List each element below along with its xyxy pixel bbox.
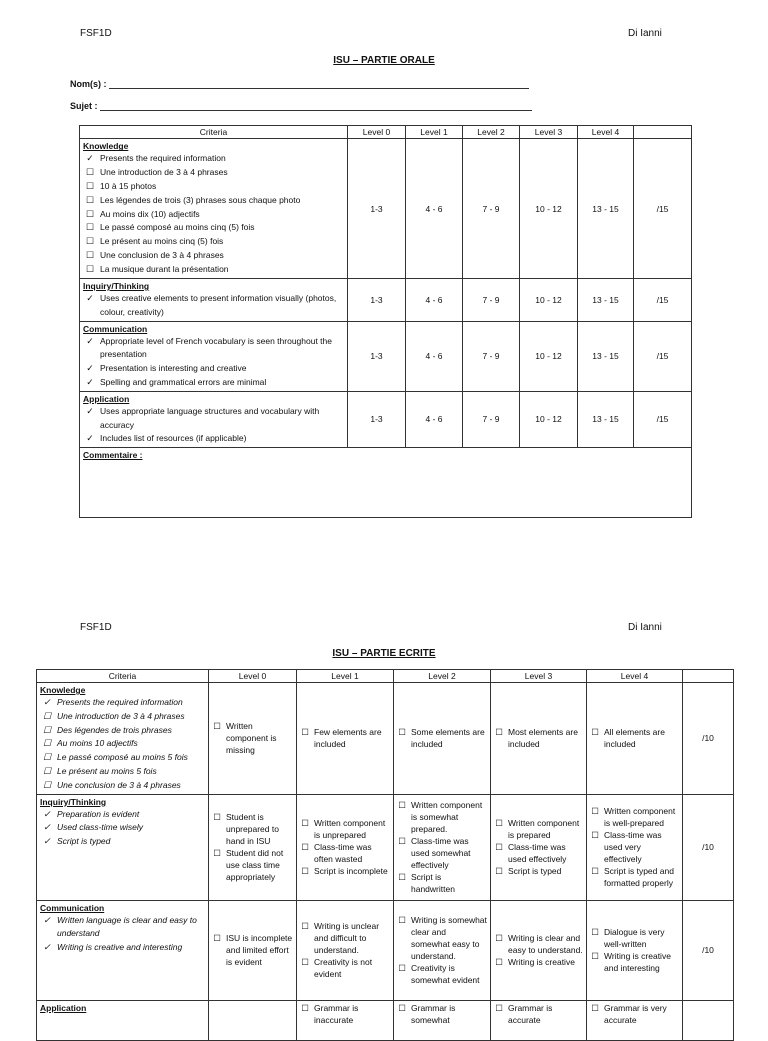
checkbox-icon[interactable]: ☐ bbox=[301, 921, 309, 932]
criteria-item bbox=[83, 405, 344, 433]
descriptor-text: All elements are included bbox=[604, 727, 665, 750]
descriptor-text: Writing is creative and interesting bbox=[604, 951, 671, 974]
level-descriptor bbox=[212, 847, 293, 883]
criteria-text: Preparation is evident bbox=[57, 808, 140, 819]
score-cell: /10 bbox=[683, 683, 734, 795]
checkmark-icon: ✓ bbox=[43, 822, 51, 833]
written-rubric-table bbox=[36, 669, 734, 1041]
criteria-text: Appropriate level of French vocabulary is seen throughout the presentation bbox=[100, 335, 332, 360]
level-descriptor bbox=[397, 1002, 487, 1026]
level-descriptor bbox=[397, 799, 487, 835]
level-1-cell[interactable]: 4 - 6 bbox=[406, 391, 463, 447]
level-1-cell[interactable]: 4 - 6 bbox=[406, 139, 463, 279]
checkbox-icon[interactable]: ☐ bbox=[591, 927, 599, 938]
section-title: Knowledge bbox=[83, 141, 129, 152]
criteria-item bbox=[83, 208, 344, 222]
level-2-cell[interactable]: 7 - 9 bbox=[463, 391, 520, 447]
descriptor-text: Creativity is somewhat evident bbox=[411, 963, 480, 986]
level-0-cell[interactable] bbox=[209, 1000, 297, 1040]
descriptor-text: Class-time was used somewhat effectively bbox=[411, 836, 471, 871]
level-4-cell[interactable] bbox=[587, 1000, 683, 1040]
checkbox-icon[interactable]: ☐ bbox=[42, 765, 52, 776]
level-descriptor bbox=[300, 920, 390, 956]
checkbox-icon[interactable]: ☐ bbox=[85, 181, 95, 191]
descriptor-text: Written component is unprepared bbox=[314, 818, 386, 841]
checkbox-icon[interactable]: ☐ bbox=[301, 866, 309, 877]
checkbox-icon[interactable]: ☐ bbox=[42, 738, 52, 749]
level-descriptor bbox=[397, 835, 487, 871]
descriptor-text: Class-time was used effectively bbox=[508, 842, 567, 865]
checkmark-icon: ✓ bbox=[86, 405, 94, 416]
header-level-4: Level 4 bbox=[578, 126, 634, 139]
criteria-text: Une conclusion de 3 à 4 phrases bbox=[57, 779, 181, 790]
section-title: Inquiry/Thinking bbox=[83, 281, 150, 291]
level-descriptor bbox=[494, 932, 583, 956]
descriptor-text: Class-time was used very effectively bbox=[604, 830, 662, 865]
descriptor-text: Written component is well-prepared bbox=[604, 806, 676, 829]
criteria-item bbox=[83, 263, 344, 277]
checkbox-icon[interactable]: ☐ bbox=[213, 848, 221, 859]
criteria-item bbox=[83, 335, 344, 363]
oral-rubric-table bbox=[79, 125, 692, 518]
descriptor-text: ISU is incomplete and limited effort is evident bbox=[226, 933, 293, 968]
criteria-item bbox=[83, 221, 344, 235]
criteria-item bbox=[40, 808, 205, 822]
criteria-item bbox=[40, 835, 205, 849]
level-2-cell[interactable] bbox=[394, 1000, 491, 1040]
level-4-cell[interactable]: 13 - 15 bbox=[578, 279, 634, 322]
checkbox-icon[interactable]: ☐ bbox=[213, 812, 221, 823]
page-title-2: ISU – PARTIE ECRITE bbox=[332, 648, 436, 659]
section-title: Knowledge bbox=[40, 685, 86, 695]
level-0-cell[interactable]: 1-3 bbox=[348, 391, 406, 447]
score-cell: /15 bbox=[634, 139, 692, 279]
criteria-text: Une introduction de 3 à 4 phrases bbox=[100, 167, 228, 178]
criteria-item bbox=[83, 249, 344, 263]
checkbox-icon[interactable]: ☐ bbox=[42, 752, 52, 763]
header-level-1: Level 1 bbox=[297, 670, 394, 683]
criteria-item bbox=[40, 751, 205, 765]
criteria-text: Au moins dix (10) adjectifs bbox=[100, 208, 200, 219]
checkmark-icon: ✓ bbox=[86, 335, 94, 346]
score-cell: /15 bbox=[634, 279, 692, 322]
checkbox-icon[interactable]: ☐ bbox=[398, 963, 406, 974]
level-4-cell[interactable]: 13 - 15 bbox=[578, 321, 634, 391]
checkbox-icon[interactable]: ☐ bbox=[495, 866, 503, 877]
level-4-cell[interactable] bbox=[587, 683, 683, 795]
level-2-cell[interactable] bbox=[394, 794, 491, 900]
level-descriptor bbox=[494, 956, 583, 968]
level-3-cell[interactable]: 10 - 12 bbox=[520, 139, 578, 279]
level-descriptor bbox=[590, 1002, 679, 1026]
header-score bbox=[683, 670, 734, 683]
criteria-text: Presents the required information bbox=[100, 153, 226, 164]
level-descriptor bbox=[494, 1002, 583, 1026]
header-level-4: Level 4 bbox=[587, 670, 683, 683]
checkbox-icon[interactable]: ☐ bbox=[398, 1002, 406, 1013]
descriptor-text: Script is typed bbox=[508, 866, 562, 877]
level-descriptor bbox=[300, 841, 390, 865]
criteria-text: Uses creative elements to present information visually (photos, colour, creativity) bbox=[100, 293, 337, 317]
criteria-item bbox=[83, 432, 344, 446]
level-3-cell[interactable] bbox=[491, 683, 587, 795]
level-3-cell[interactable] bbox=[491, 794, 587, 900]
checkbox-icon[interactable]: ☐ bbox=[495, 957, 503, 968]
descriptor-text: Most elements are included bbox=[508, 727, 578, 750]
descriptor-text: Writing is somewhat clear and somewhat easy to understand. bbox=[411, 915, 487, 962]
header-score bbox=[634, 126, 692, 139]
nom-label: Nom(s) : bbox=[70, 79, 107, 89]
criteria-item bbox=[40, 710, 205, 724]
section-title: Inquiry/Thinking bbox=[40, 796, 107, 807]
level-descriptor bbox=[590, 805, 679, 829]
descriptor-text: Grammar is somewhat bbox=[411, 1002, 456, 1025]
level-3-cell[interactable]: 10 - 12 bbox=[520, 391, 578, 447]
checkbox-icon[interactable]: ☐ bbox=[591, 951, 599, 962]
checkmark-icon: ✓ bbox=[86, 363, 94, 374]
checkbox-icon[interactable]: ☐ bbox=[42, 710, 52, 721]
checkbox-icon[interactable]: ☐ bbox=[495, 933, 503, 944]
descriptor-text: Script is incomplete bbox=[314, 866, 388, 877]
criteria-cell bbox=[80, 139, 348, 279]
checkbox-icon[interactable]: ☐ bbox=[398, 915, 406, 926]
score-cell: /15 bbox=[634, 391, 692, 447]
level-descriptor bbox=[300, 1002, 390, 1026]
criteria-text: Includes list of resources (if applicable) bbox=[100, 433, 247, 444]
checkbox-icon[interactable]: ☐ bbox=[85, 167, 95, 178]
descriptor-text: Grammar is very accurate bbox=[604, 1002, 667, 1025]
level-descriptor bbox=[494, 841, 583, 865]
criteria-text: Une introduction de 3 à 4 phrases bbox=[57, 710, 185, 721]
teacher-name-2: Di Ianni bbox=[628, 622, 662, 633]
header-criteria: Criteria bbox=[80, 126, 348, 139]
level-descriptor bbox=[212, 720, 293, 756]
level-descriptor bbox=[397, 962, 487, 986]
criteria-text: Le présent au moins cinq (5) fois bbox=[100, 236, 224, 247]
criteria-item bbox=[83, 376, 344, 390]
checkbox-icon[interactable]: ☐ bbox=[213, 721, 221, 732]
header-level-0: Level 0 bbox=[209, 670, 297, 683]
descriptor-text: Written component is prepared bbox=[508, 818, 580, 841]
criteria-text: Le passé composé au moins 5 fois bbox=[57, 752, 188, 763]
level-1-cell[interactable] bbox=[297, 683, 394, 795]
header-row bbox=[37, 670, 734, 683]
checkbox-icon[interactable]: ☐ bbox=[301, 727, 309, 738]
criteria-text: Spelling and grammatical errors are minimal bbox=[100, 376, 267, 387]
checkbox-icon[interactable]: ☐ bbox=[301, 818, 309, 829]
descriptor-text: Student did not use class time appropriately bbox=[226, 848, 284, 883]
level-descriptor bbox=[590, 829, 679, 865]
level-descriptor bbox=[397, 914, 487, 962]
level-3-cell[interactable]: 10 - 12 bbox=[520, 321, 578, 391]
criteria-item bbox=[40, 737, 205, 751]
checkbox-icon[interactable]: ☐ bbox=[85, 249, 95, 260]
level-descriptor bbox=[590, 950, 679, 974]
criteria-cell bbox=[37, 1000, 209, 1040]
checkbox-icon[interactable]: ☐ bbox=[495, 727, 503, 738]
checkbox-icon[interactable]: ☐ bbox=[495, 818, 503, 829]
level-4-cell[interactable] bbox=[587, 900, 683, 1000]
checkbox-icon[interactable]: ☐ bbox=[85, 222, 95, 233]
criteria-item bbox=[40, 941, 205, 955]
criteria-cell bbox=[37, 683, 209, 795]
level-2-cell[interactable]: 7 - 9 bbox=[463, 279, 520, 322]
checkbox-icon[interactable]: ☐ bbox=[495, 842, 503, 853]
level-0-cell[interactable] bbox=[209, 683, 297, 795]
level-descriptor bbox=[494, 726, 583, 750]
criteria-cell bbox=[37, 900, 209, 1000]
checkbox-icon[interactable]: ☐ bbox=[591, 806, 599, 817]
descriptor-text: Dialogue is very well-written bbox=[604, 927, 665, 950]
level-3-cell[interactable] bbox=[491, 900, 587, 1000]
section-title: Communication bbox=[83, 323, 148, 334]
rubric-row-inquiry bbox=[37, 794, 734, 900]
criteria-cell bbox=[80, 391, 348, 447]
header-level-1: Level 1 bbox=[406, 126, 463, 139]
header-level-2: Level 2 bbox=[394, 670, 491, 683]
criteria-item bbox=[40, 821, 205, 835]
checkmark-icon: ✓ bbox=[86, 376, 94, 387]
checkbox-icon[interactable]: ☐ bbox=[495, 1002, 503, 1013]
checkbox-icon[interactable]: ☐ bbox=[301, 1002, 309, 1013]
checkbox-icon[interactable]: ☐ bbox=[301, 957, 309, 968]
descriptor-text: Writing is clear and easy to understand. bbox=[508, 933, 583, 956]
checkbox-icon[interactable]: ☐ bbox=[42, 779, 52, 790]
criteria-text: Writing is creative and interesting bbox=[57, 942, 183, 953]
criteria-item bbox=[40, 724, 205, 738]
criteria-text: Used class-time wisely bbox=[57, 822, 143, 833]
level-1-cell[interactable] bbox=[297, 794, 394, 900]
checkbox-icon[interactable]: ☐ bbox=[398, 836, 406, 847]
section-title: Application bbox=[40, 1002, 87, 1013]
criteria-text: Le présent au moins 5 fois bbox=[57, 765, 157, 776]
level-0-cell[interactable]: 1-3 bbox=[348, 279, 406, 322]
commentaire-row bbox=[80, 448, 692, 518]
criteria-text: Des légendes de trois phrases bbox=[57, 724, 172, 735]
criteria-text: Les légendes de trois (3) phrases sous chaque photo bbox=[100, 194, 301, 205]
commentaire-cell[interactable] bbox=[80, 448, 692, 518]
descriptor-text: Writing is unclear and difficult to understand. bbox=[314, 921, 380, 956]
level-2-cell[interactable] bbox=[394, 900, 491, 1000]
criteria-text: Une conclusion de 3 à 4 phrases bbox=[100, 249, 224, 260]
criteria-text: Au moins 10 adjectifs bbox=[57, 738, 138, 749]
criteria-text: Le passé composé au moins cinq (5) fois bbox=[100, 222, 255, 233]
header-level-3: Level 3 bbox=[520, 126, 578, 139]
checkmark-icon: ✓ bbox=[86, 293, 94, 303]
rubric-row-communication bbox=[80, 321, 692, 391]
header-level-2: Level 2 bbox=[463, 126, 520, 139]
criteria-text: 10 à 15 photos bbox=[100, 181, 157, 191]
criteria-item bbox=[83, 180, 344, 194]
header-row bbox=[80, 126, 692, 139]
course-code: FSF1D bbox=[80, 28, 112, 39]
level-3-cell[interactable]: 10 - 12 bbox=[520, 279, 578, 322]
checkmark-icon: ✓ bbox=[43, 836, 51, 847]
level-descriptor bbox=[590, 726, 679, 750]
level-descriptor bbox=[212, 811, 293, 847]
rubric-row-communication bbox=[37, 900, 734, 1000]
level-2-cell[interactable]: 7 - 9 bbox=[463, 321, 520, 391]
level-descriptor bbox=[300, 726, 390, 750]
level-0-cell[interactable]: 1-3 bbox=[348, 321, 406, 391]
criteria-text: La musique durant la présentation bbox=[100, 263, 229, 274]
criteria-item bbox=[40, 696, 205, 710]
checkbox-icon[interactable]: ☐ bbox=[85, 208, 95, 219]
descriptor-text: Written component is somewhat prepared. bbox=[411, 800, 483, 835]
descriptor-text: Written component is missing bbox=[226, 721, 277, 756]
descriptor-text: Script is handwritten bbox=[411, 872, 455, 895]
section-title: Application bbox=[83, 393, 130, 404]
checkmark-icon: ✓ bbox=[43, 942, 51, 953]
descriptor-text: Script is typed and formatted properly bbox=[604, 866, 674, 889]
criteria-item bbox=[40, 914, 205, 942]
descriptor-text: Few elements are included bbox=[314, 727, 382, 750]
level-3-cell[interactable] bbox=[491, 1000, 587, 1040]
checkbox-icon[interactable]: ☐ bbox=[591, 1002, 599, 1013]
teacher-name: Di Ianni bbox=[628, 28, 662, 39]
level-4-cell[interactable] bbox=[587, 794, 683, 900]
checkbox-icon[interactable]: ☐ bbox=[591, 830, 599, 841]
criteria-item bbox=[83, 152, 344, 166]
level-2-cell[interactable] bbox=[394, 683, 491, 795]
criteria-cell bbox=[80, 279, 348, 322]
criteria-text: Presents the required information bbox=[57, 697, 183, 707]
header-criteria: Criteria bbox=[37, 670, 209, 683]
section-title: Communication bbox=[40, 902, 105, 913]
descriptor-text: Some elements are included bbox=[411, 727, 485, 750]
criteria-cell bbox=[37, 794, 209, 900]
criteria-item bbox=[83, 292, 344, 320]
level-4-cell[interactable]: 13 - 15 bbox=[578, 391, 634, 447]
score-cell: /10 bbox=[683, 900, 734, 1000]
checkmark-icon: ✓ bbox=[43, 914, 51, 925]
commentaire-label: Commentaire : bbox=[83, 450, 143, 461]
level-0-cell[interactable] bbox=[209, 794, 297, 900]
descriptor-text: Grammar is accurate bbox=[508, 1002, 553, 1025]
criteria-item bbox=[40, 765, 205, 779]
level-4-cell[interactable]: 13 - 15 bbox=[578, 139, 634, 279]
score-cell: /15 bbox=[634, 321, 692, 391]
descriptor-text: Class-time was often wasted bbox=[314, 842, 372, 865]
level-descriptor bbox=[300, 817, 390, 841]
level-descriptor bbox=[397, 871, 487, 895]
sujet-blank[interactable] bbox=[100, 101, 532, 111]
checkbox-icon[interactable]: ☐ bbox=[398, 727, 406, 738]
descriptor-text: Student is unprepared to hand in ISU bbox=[226, 812, 279, 847]
level-1-cell[interactable]: 4 - 6 bbox=[406, 321, 463, 391]
level-2-cell[interactable]: 7 - 9 bbox=[463, 139, 520, 279]
rubric-row-application bbox=[37, 1000, 734, 1040]
descriptor-text: Creativity is not evident bbox=[314, 957, 373, 980]
checkbox-icon[interactable]: ☐ bbox=[591, 727, 599, 738]
checkbox-icon[interactable]: ☐ bbox=[85, 236, 95, 247]
rubric-row-knowledge bbox=[80, 139, 692, 279]
rubric-row-inquiry bbox=[80, 279, 692, 322]
checkbox-icon[interactable]: ☐ bbox=[398, 872, 406, 883]
criteria-text: Written language is clear and easy to understand bbox=[57, 914, 197, 939]
checkbox-icon[interactable]: ☐ bbox=[42, 724, 52, 735]
level-1-cell[interactable] bbox=[297, 1000, 394, 1040]
level-descriptor bbox=[590, 926, 679, 950]
criteria-item bbox=[83, 362, 344, 376]
level-descriptor bbox=[397, 726, 487, 750]
nom-field bbox=[70, 79, 529, 89]
sujet-field bbox=[70, 101, 532, 111]
criteria-text: Script is typed bbox=[57, 836, 111, 847]
score-cell bbox=[683, 1000, 734, 1040]
score-cell: /10 bbox=[683, 794, 734, 900]
checkmark-icon: ✓ bbox=[86, 153, 94, 164]
level-1-cell[interactable]: 4 - 6 bbox=[406, 279, 463, 322]
header-level-3: Level 3 bbox=[491, 670, 587, 683]
checkbox-icon[interactable]: ☐ bbox=[591, 866, 599, 877]
criteria-cell bbox=[80, 321, 348, 391]
criteria-item bbox=[83, 235, 344, 249]
checkmark-icon: ✓ bbox=[43, 697, 51, 707]
rubric-row-knowledge bbox=[37, 683, 734, 795]
level-descriptor bbox=[494, 817, 583, 841]
descriptor-text: Grammar is inaccurate bbox=[314, 1002, 359, 1025]
level-0-cell[interactable] bbox=[209, 900, 297, 1000]
course-code-2: FSF1D bbox=[80, 622, 112, 633]
nom-blank[interactable] bbox=[109, 79, 529, 89]
level-descriptor bbox=[590, 865, 679, 889]
checkbox-icon[interactable]: ☐ bbox=[301, 842, 309, 853]
header-level-0: Level 0 bbox=[348, 126, 406, 139]
checkmark-icon: ✓ bbox=[43, 808, 51, 819]
descriptor-text: Writing is creative bbox=[508, 957, 575, 968]
criteria-item bbox=[40, 779, 205, 793]
checkbox-icon[interactable]: ☐ bbox=[85, 263, 95, 274]
checkbox-icon[interactable]: ☐ bbox=[85, 194, 95, 205]
level-0-cell[interactable]: 1-3 bbox=[348, 139, 406, 279]
level-descriptor bbox=[494, 865, 583, 877]
level-1-cell[interactable] bbox=[297, 900, 394, 1000]
checkmark-icon: ✓ bbox=[86, 433, 94, 444]
sujet-label: Sujet : bbox=[70, 101, 98, 111]
level-descriptor bbox=[300, 865, 390, 877]
criteria-text: Uses appropriate language structures and vocabulary with accuracy bbox=[100, 405, 320, 430]
criteria-item bbox=[83, 166, 344, 180]
criteria-item bbox=[83, 194, 344, 208]
rubric-row-application bbox=[80, 391, 692, 447]
page-title: ISU – PARTIE ORALE bbox=[333, 55, 435, 66]
checkbox-icon[interactable]: ☐ bbox=[398, 800, 406, 811]
level-descriptor bbox=[212, 932, 293, 968]
checkbox-icon[interactable]: ☐ bbox=[213, 933, 221, 944]
criteria-text: Presentation is interesting and creative bbox=[100, 363, 247, 374]
level-descriptor bbox=[300, 956, 390, 980]
